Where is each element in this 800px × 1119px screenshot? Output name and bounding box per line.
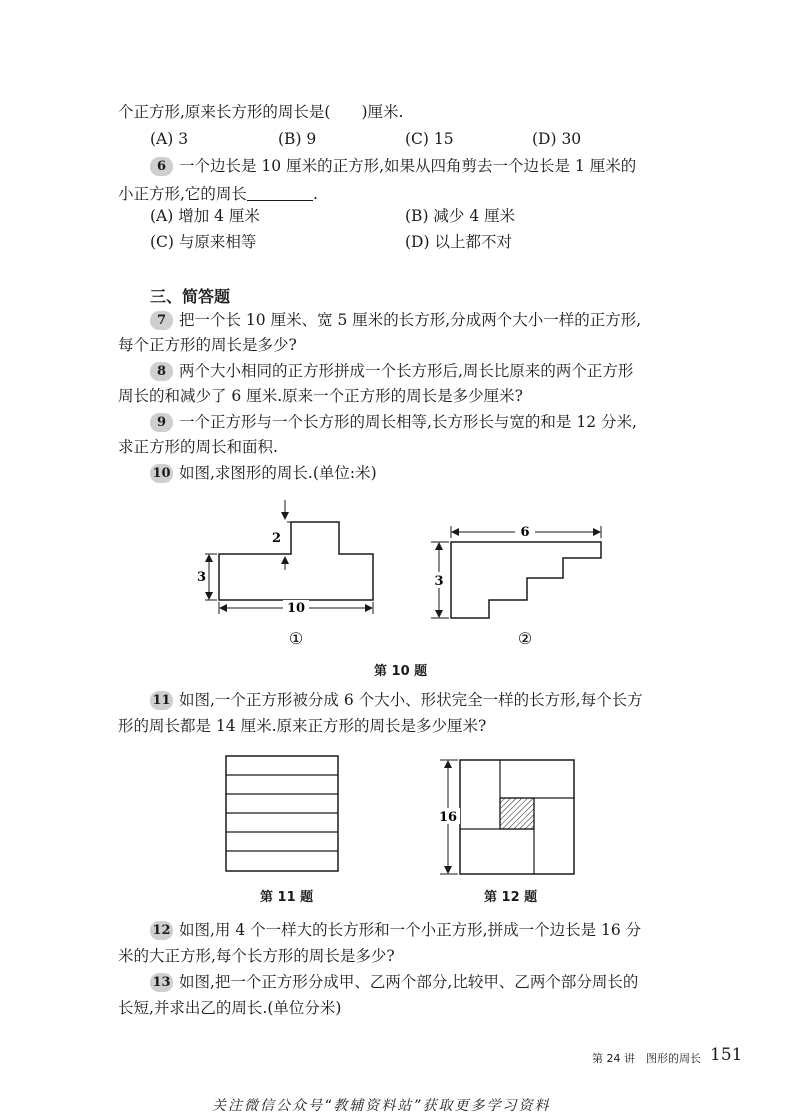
q9-line1 [150, 411, 637, 433]
q11-number-badge: 11 [150, 691, 173, 710]
q6-option-b: (B) 减少 4 厘米 [405, 207, 516, 225]
q11-line1-text: 如图,一个正方形被分成 6 个大小、形状完全一样的长方形,每个长方 [179, 691, 643, 709]
q12-line2: 米的大正方形,每个长方形的周长是多少? [118, 947, 395, 965]
q12-caption: 第 12 题 [484, 890, 538, 905]
q10-figure-1-shape [219, 522, 373, 600]
q5-option-d: (D) 30 [532, 130, 582, 148]
q5-option-b: (B) 9 [278, 130, 317, 148]
q13-line2: 长短,并求出乙的周长.(单位分米) [118, 999, 342, 1017]
q13-line1 [150, 971, 638, 993]
q5-text: 个正方形,原来长方形的周长是( )厘米. [118, 103, 404, 121]
q12-figure [432, 752, 580, 880]
q11-line2: 形的周长都是 14 厘米.原来正方形的周长是多少厘米? [118, 717, 487, 735]
q9-line1-text: 一个正方形与一个长方形的周长相等,长方形长与宽的和是 12 分米, [179, 413, 637, 431]
q6-option-a: (A) 增加 4 厘米 [150, 207, 260, 225]
q11-line1 [150, 689, 643, 711]
q7-line1-text: 把一个长 10 厘米、宽 5 厘米的长方形,分成两个大小一样的正方形, [179, 311, 642, 329]
q13-line1-text: 如图,把一个正方形分成甲、乙两个部分,比较甲、乙两个部分周长的 [179, 973, 639, 991]
q6-line2 [118, 183, 318, 205]
q12-small-square [500, 798, 534, 829]
q11-caption: 第 11 题 [260, 890, 314, 905]
q10-figure-1-label: ① [288, 629, 304, 648]
watermark-text: 关注微信公众号“教辅资料站”获取更多学习资料 [212, 1098, 551, 1114]
q6-line2-text: 小正方形,它的周长 [118, 185, 247, 203]
q12-line1-text: 如图,用 4 个一样大的长方形和一个小正方形,拼成一个边长是 16 分 [179, 921, 642, 939]
q6-line1-text: 一个边长是 10 厘米的正方形,如果从四角剪去一个边长是 1 厘米的 [179, 157, 637, 175]
q12-side-dim: 16 [438, 810, 458, 825]
q12-line1 [150, 919, 641, 941]
q10-number-badge: 10 [150, 464, 173, 483]
q6-option-d: (D) 以上都不对 [405, 233, 512, 251]
q8-line2: 周长的和减少了 6 厘米.原来一个正方形的周长是多少厘米? [118, 387, 523, 405]
q10-figure-1-top-dim: 2 [271, 531, 281, 546]
q6-line1 [150, 155, 636, 177]
q10-figure-2-shape [451, 542, 601, 618]
q5-option-c: (C) 15 [405, 130, 454, 148]
q10-figure-2-label: ② [517, 629, 533, 648]
q10-caption: 第 10 题 [374, 664, 428, 679]
q12-number-badge: 12 [150, 921, 173, 940]
chapter-footer: 第 24 讲 图形的周长 [592, 1052, 701, 1065]
q10-figure-2-left-dim: 3 [434, 574, 444, 589]
q7-line1 [150, 309, 641, 331]
q13-number-badge: 13 [150, 973, 173, 992]
q10-figure-1-bottom-dim: 10 [286, 601, 306, 616]
q9-line2: 求正方形的周长和面积. [118, 438, 278, 456]
q10-figure-1-left-dim: 3 [197, 570, 207, 585]
q8-line1-text: 两个大小相同的正方形拼成一个长方形后,周长比原来的两个正方形 [179, 362, 634, 380]
q10-line1-text: 如图,求图形的周长.(单位:米) [179, 464, 377, 482]
q6-number-badge: 6 [150, 157, 173, 176]
q10-line1 [150, 462, 377, 484]
q7-number-badge: 7 [150, 311, 173, 330]
q10-figure-1 [195, 498, 385, 656]
q6-line2-end: . [312, 185, 318, 203]
q6-option-c: (C) 与原来相等 [150, 233, 257, 251]
q8-number-badge: 8 [150, 362, 173, 381]
q8-line1 [150, 360, 633, 382]
q11-figure [222, 752, 344, 876]
section-heading: 三、简答题 [150, 287, 231, 306]
q10-figure-2-top-dim: 6 [520, 525, 530, 540]
q9-number-badge: 9 [150, 413, 173, 432]
q6-answer-blank [247, 184, 313, 201]
q10-figure-2 [425, 520, 615, 656]
q5-option-a: (A) 3 [150, 130, 189, 148]
page-number: 151 [710, 1045, 743, 1065]
q7-line2: 每个正方形的周长是多少? [118, 336, 297, 354]
